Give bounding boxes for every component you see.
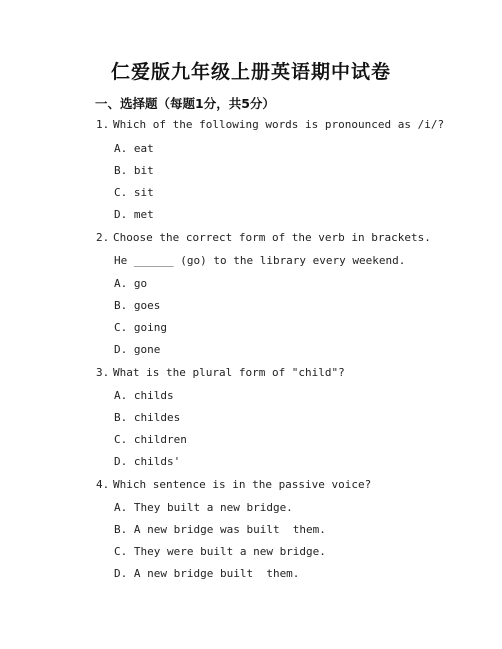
option-3a: A. childs xyxy=(114,389,174,402)
question-text: Which sentence is in the passive voice? xyxy=(113,478,372,491)
option-4d: D. A new bridge built them. xyxy=(114,567,300,580)
question-3 xyxy=(96,366,345,380)
option-2a: A. go xyxy=(114,277,148,290)
question-2-sentence: He ______ (go) to the library every weekend. xyxy=(114,254,406,267)
option-3d: D. childs' xyxy=(114,455,181,468)
page-title: 仁爱版九年级上册英语期中试卷 xyxy=(110,61,391,83)
question-number: 4. xyxy=(96,478,110,491)
question-text: What is the plural form of "child"? xyxy=(113,366,345,379)
option-1d: D. met xyxy=(114,208,154,221)
option-2b: B. goes xyxy=(114,299,161,312)
question-text: Choose the correct form of the verb in brackets. xyxy=(113,231,431,244)
option-4b: B. A new bridge was built them. xyxy=(114,523,326,536)
question-4 xyxy=(96,478,371,492)
option-4c: C. They were built a new bridge. xyxy=(114,545,326,558)
option-1a: A. eat xyxy=(114,142,154,155)
option-1b: B. bit xyxy=(114,164,154,177)
question-number: 3. xyxy=(96,366,110,379)
section-heading: 一、选择题（每题1分，共5分） xyxy=(95,96,275,111)
question-number: 2. xyxy=(96,231,110,244)
option-2c: C. going xyxy=(114,321,167,334)
question-number: 1. xyxy=(96,118,110,131)
question-text: Which of the following words is pronounced as /i/? xyxy=(113,118,445,131)
option-1c: C. sit xyxy=(114,186,154,199)
question-2 xyxy=(96,231,431,245)
option-2d: D. gone xyxy=(114,343,161,356)
option-4a: A. They built a new bridge. xyxy=(114,501,293,514)
option-3c: C. children xyxy=(114,433,187,446)
option-3b: B. childes xyxy=(114,411,181,424)
question-1 xyxy=(96,118,444,132)
